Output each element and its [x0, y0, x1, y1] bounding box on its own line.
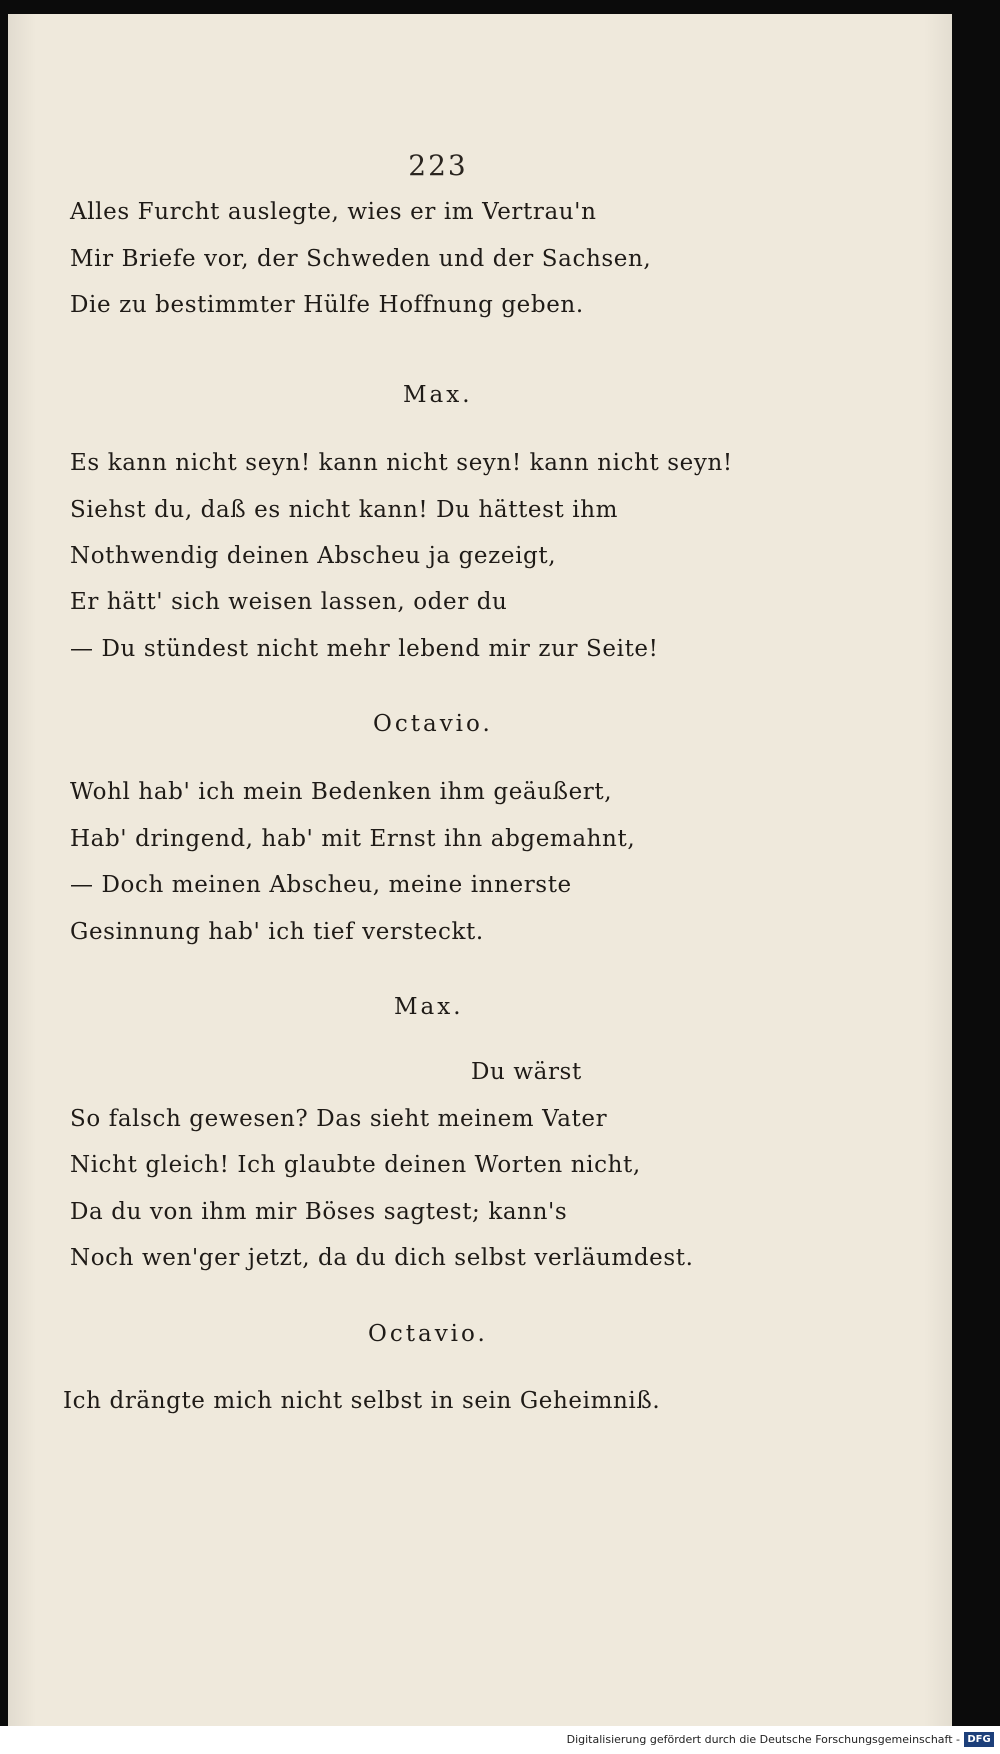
verse-line: — Doch meinen Abscheu, meine innerste [70, 872, 572, 898]
verse-line: Noch wen'ger jetzt, da du dich selbst verläumdest. [70, 1245, 694, 1271]
verse-line: Nothwendig deinen Abscheu ja gezeigt, [70, 543, 557, 569]
verse-text [8, 14, 952, 1726]
verse-line: Mir Briefe vor, der Schweden und der Sachsen, [70, 246, 652, 272]
verse-line: Gesinnung hab' ich tief versteckt. [70, 919, 484, 945]
verse-line: Ich drängte mich nicht selbst in sein Geheimniß. [63, 1388, 661, 1414]
page-number: 223 [408, 149, 468, 182]
verse-line: Wohl hab' ich mein Bedenken ihm geäußert, [70, 779, 613, 805]
verse-line: Du wärst [471, 1059, 582, 1085]
digitization-credit: Digitalisierung gefördert durch die Deutsche Forschungsgemeinschaft - [566, 1733, 960, 1746]
footer-bar [0, 1726, 1000, 1754]
speaker-name: Octavio. [368, 1321, 488, 1347]
speaker-name: Max. [403, 382, 473, 408]
verse-line: Da du von ihm mir Böses sagtest; kann's [70, 1199, 568, 1225]
verse-line: — Du stündest nicht mehr lebend mir zur Seite! [70, 636, 659, 662]
verse-line: Alles Furcht auslegte, wies er im Vertrau'n [70, 199, 597, 225]
speaker-name: Max. [394, 994, 464, 1020]
book-page [8, 14, 952, 1726]
verse-line: Nicht gleich! Ich glaubte deinen Worten nicht, [70, 1152, 641, 1178]
verse-line: Er hätt' sich weisen lassen, oder du [70, 589, 508, 615]
verse-line: So falsch gewesen? Das sieht meinem Vater [70, 1106, 608, 1132]
verse-line: Siehst du, daß es nicht kann! Du hättest ihm [70, 497, 619, 523]
verse-line: Hab' dringend, hab' mit Ernst ihn abgemahnt, [70, 826, 636, 852]
speaker-name: Octavio. [373, 711, 493, 737]
verse-line: Es kann nicht seyn! kann nicht seyn! kann nicht seyn! [70, 450, 733, 476]
dfg-logo: DFG [964, 1732, 994, 1747]
verse-line: Die zu bestimmter Hülfe Hoffnung geben. [70, 292, 584, 318]
